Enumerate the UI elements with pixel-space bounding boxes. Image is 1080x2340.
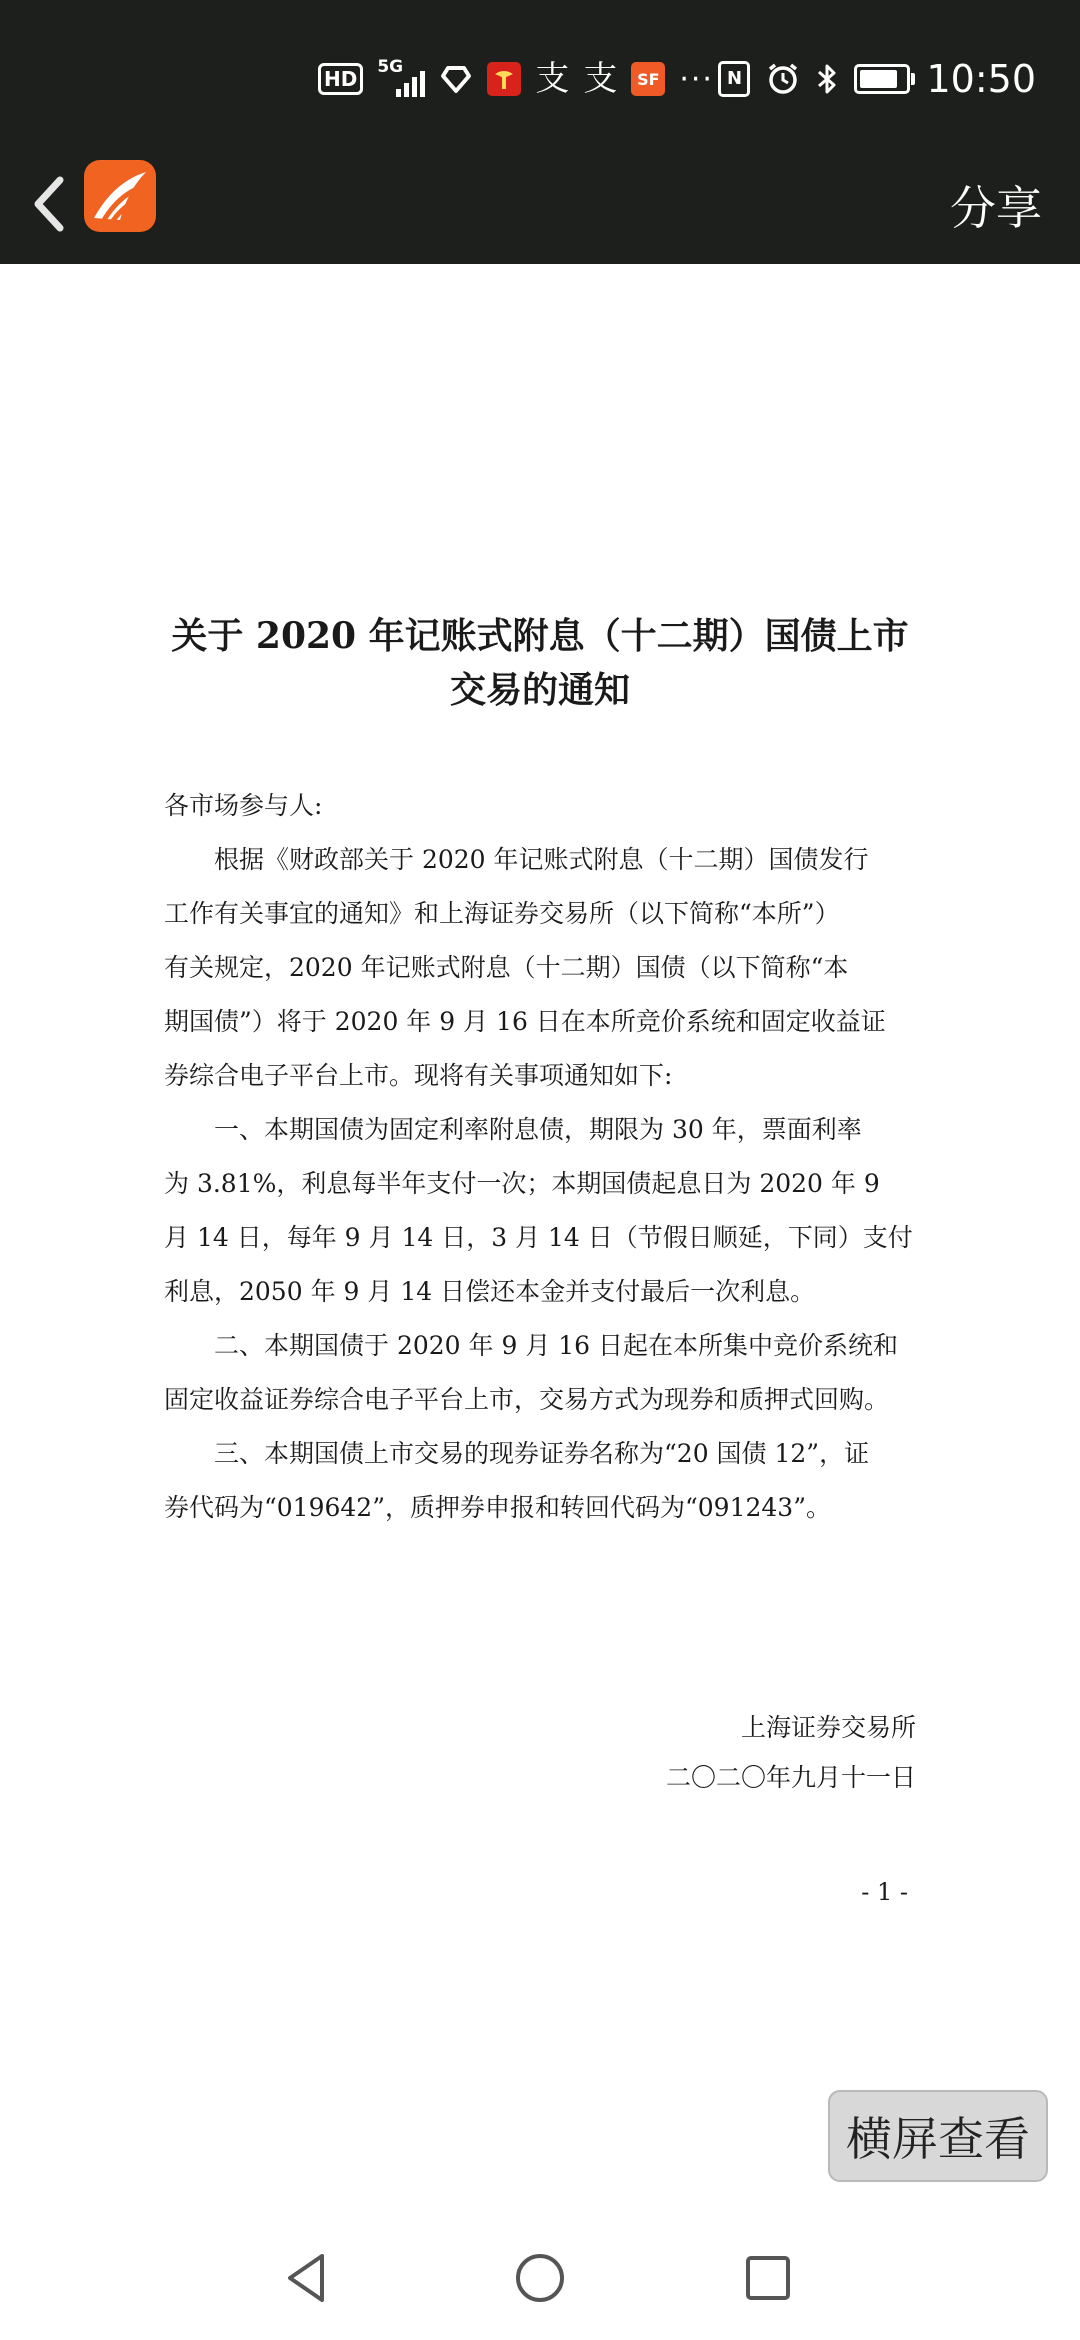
document-line: 券综合电子平台上市。现将有关事项通知如下: — [164, 1061, 673, 1090]
document-line: 三、本期国债上市交易的现券证券名称为“20 国债 12”，证 — [164, 1439, 870, 1468]
hd-badge: HD — [318, 63, 363, 95]
signature-date: 二〇二〇年九月十一日 — [665, 1763, 916, 1792]
document-page — [0, 264, 1080, 2264]
alipay-icon: 支 — [535, 59, 570, 99]
alarm-icon — [766, 62, 800, 96]
cellular-signal-icon: 5G — [377, 59, 425, 99]
landscape-view-button[interactable]: 横屏查看 — [828, 2090, 1048, 2182]
document-line: 根据《财政部关于 2020 年记账式附息（十二期）国债发行 — [164, 845, 869, 874]
page-number: - 1 - — [861, 1878, 908, 1906]
document-line: 固定收益证券综合电子平台上市，交易方式为现券和质押式回购。 — [164, 1385, 890, 1414]
battery-icon — [854, 64, 910, 94]
system-nav-bar — [0, 2216, 1080, 2340]
document-line: 一、本期国债为固定利率附息债，期限为 30 年，票面利率 — [164, 1115, 862, 1144]
alipay-icon: 支 — [583, 59, 618, 99]
signature-organization: 上海证券交易所 — [740, 1713, 916, 1742]
nav-recents-icon[interactable] — [736, 2246, 800, 2310]
document-line: 各市场参与人: — [164, 791, 323, 820]
system-status-area — [718, 56, 1036, 102]
red-app-icon — [487, 62, 521, 96]
app-logo-icon — [84, 160, 156, 232]
document-line: 月 14 日，每年 9 月 14 日，3 月 14 日（节假日顺延，下同）支付 — [164, 1223, 913, 1252]
nav-back-icon[interactable] — [276, 2246, 340, 2310]
sf-express-icon: SF — [631, 62, 665, 96]
status-time: 10:50 — [926, 57, 1036, 101]
more-dots-icon: ··· — [679, 61, 714, 97]
document-line: 二、本期国债于 2020 年 9 月 16 日起在本所集中竞价系统和 — [164, 1331, 899, 1360]
document-line: 有关规定，2020 年记账式附息（十二期）国债（以下简称“本 — [164, 953, 849, 982]
bluetooth-icon — [816, 62, 838, 96]
nfc-icon: N — [718, 61, 750, 97]
status-bar — [0, 0, 1080, 146]
document-line: 为 3.81%，利息每半年支付一次；本期国债起息日为 2020 年 9 — [164, 1169, 880, 1198]
document-line: 券代码为“019642”，质押券申报和转回代码为“091243”。 — [164, 1493, 831, 1522]
document-title-line-2: 交易的通知 — [449, 669, 630, 711]
document-title-line-1: 关于 2020 年记账式附息（十二期）国债上市 — [171, 615, 909, 657]
app-bar — [0, 146, 1080, 264]
document-line: 工作有关事宜的通知》和上海证券交易所（以下简称“本所”） — [164, 899, 840, 928]
nav-home-icon[interactable] — [508, 2246, 572, 2310]
document-line: 利息，2050 年 9 月 14 日偿还本金并支付最后一次利息。 — [164, 1277, 816, 1306]
notification-area — [318, 56, 714, 102]
heart-diamond-icon — [439, 64, 473, 94]
chevron-left-icon[interactable] — [22, 168, 78, 240]
share-button[interactable]: 分享 — [950, 181, 1042, 235]
document-line: 期国债”）将于 2020 年 9 月 16 日在本所竞价系统和固定收益证 — [164, 1007, 886, 1036]
